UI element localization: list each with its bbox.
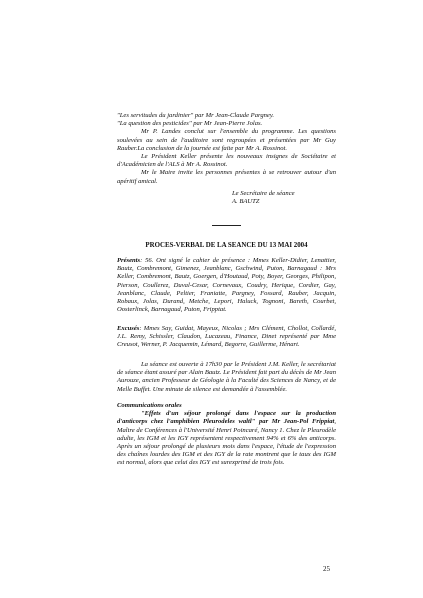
ouverture-text: La séance est ouverte à 17h30 par le Président J.M. Keller, le secrétariat de séance étant assuré par Alain Bautz. Le Président fait part du décès de Mr Jean Aurouze, ancien Professeur de Géologie à la Faculté des Sciences de Nancy, et de Melle Buffet. Une minute de silence est demandée à l'assemblée.	[117, 361, 336, 393]
excuses-label: Excusés	[117, 325, 140, 332]
talk-summary: , Maître de Conférences à l'Université Henri Poincaré, Nancy 1. Chez le Pleurodèle adulte, les IGM et les IGY représentent respectivement 94% et 6% des anticorps. Après un séjour prolongé de plusieurs mois dans l'espace, l'étude de l'expression des chaînes lourdes des IGM et des IGY de la rate montrent que le taux des IGM est normal, alors que celui des IGY est surexprimé de trois fois.	[117, 418, 336, 467]
separator-line	[212, 225, 241, 226]
presents-text: : 56. Ont signé le cahier de présence : Mmes Keller-Didier, Lenattier, Bautz, Combremont, Gimenez, Jeanblanc, Gschwind, Puton, Barnagaud : Mrs Keller, Combremont, Bautz, Goergen, d'Houtaud, Poty, Boyer, Georges, Philipon, Pierson, Coullerez, Duval-Cesar, Cornevaux, Coudry, Herique, Cordier, Gay, Jeanblanc, Claude, Peltier, Franiatte, Pargney, Fossard, Rauber, Jacquin, Robaux, Jolas, Durand, Metche, Lepori, Haluck, Tognoni, Bareth, Courbet, Oosterlinck, Barnagaud, Puton, Fripptat.	[117, 257, 336, 314]
signature-block	[232, 190, 295, 206]
talk-line-2: "La question des pesticides" par Mr Jean-Pierre Jolas.	[117, 120, 263, 128]
signature-role: Le Secrétaire de séance	[232, 190, 295, 197]
talk-line-1: "Les servitudes du jardinier" par Mr Jean-Claude Pargney.	[117, 112, 275, 119]
top-section	[117, 112, 336, 186]
communications-heading: Communications orales	[117, 402, 182, 409]
presents-paragraph	[117, 257, 336, 314]
excuses-paragraph	[117, 325, 336, 350]
excuses-text: : Mmes Say, Guidat, Mayeux, Nicolas ; Mrs Clément, Chollot, Collardé, J.L. Remy, Schissler, Claudon, Lucazeau, Finance, Dinet représenté par Mme Creusot, Werner, P. Jacquemin, Lémard, Begorre, Guillerme, Hénart.	[117, 325, 336, 349]
signature-name: A. BAUTZ	[232, 198, 260, 206]
paragraph-insignes: Le Président Keller présente les nouveaux insignes de Sociétaire et d'Académicien de l'ALS à Mr A. Rossinot.	[117, 153, 336, 169]
paragraph-aperitif: Mr le Maire invite les personnes présentes à se retrouver autour d'un apéritif amical.	[117, 169, 336, 185]
talk-speaker: par Mr Jean-Pol Frippiat	[258, 418, 335, 426]
section-title: PROCES-VERBAL DE LA SEANCE DU 13 MAI 2004	[145, 242, 308, 249]
paragraph-conclusion: Mr P. Landes conclut sur l'ensemble du programme. Les questions soulevées au sein de l'auditoire sont regroupées et présentées par Mr Guy Rauber.La conclusion de la journée est faite par Mr A. Rossinot.	[117, 128, 336, 152]
communications-section	[117, 402, 336, 468]
ouverture-paragraph	[117, 361, 336, 394]
page-number: 25	[323, 565, 330, 573]
presents-label: Présents	[117, 257, 141, 264]
talk-title: "Effets d'un séjour prolongé dans l'espace sur la production d'anticorps chez l'amphibien Pleurodeles waltl"	[117, 410, 336, 426]
